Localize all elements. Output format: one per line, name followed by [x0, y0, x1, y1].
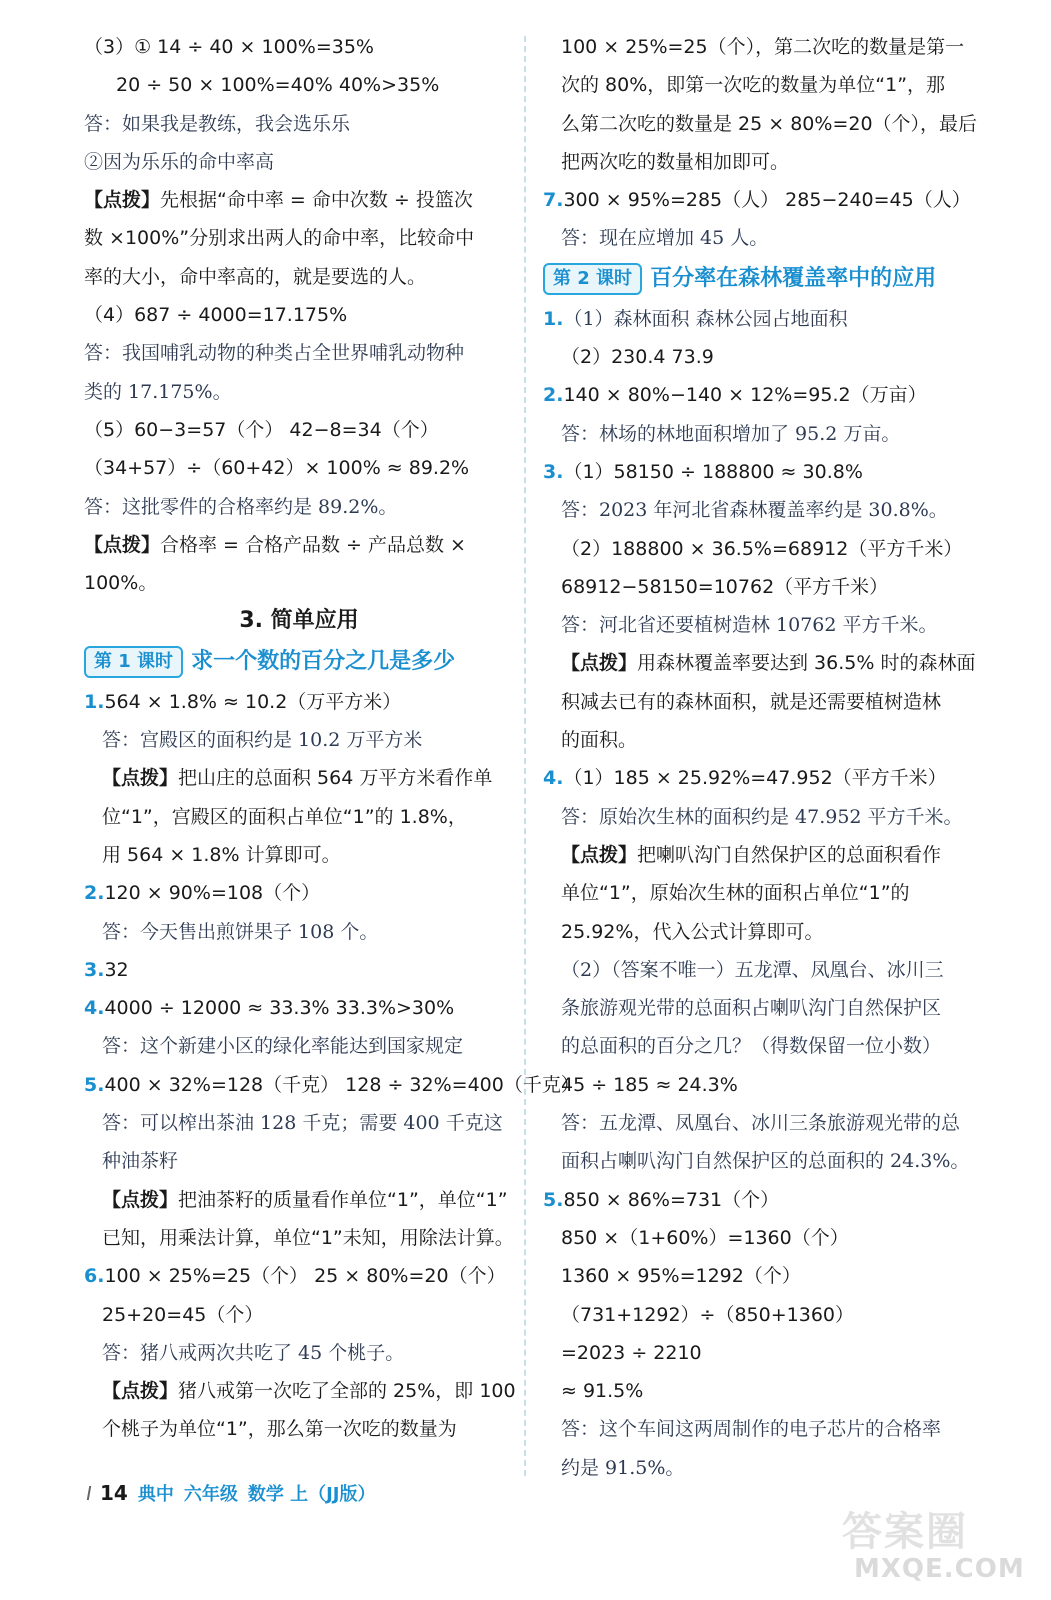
- lesson-tag: 第 2 课时: [543, 263, 642, 295]
- watermark-logo: 答案圈: [842, 1509, 968, 1555]
- question-number: 4.: [543, 767, 564, 790]
- text-line: （34+57）÷（60+42）× 100% ≈ 89.2%: [84, 457, 470, 480]
- answer-line: 答：我国哺乳动物的种类占全世界哺乳动物种: [84, 342, 465, 365]
- text-line: 850 ×（1+60%）=1360（个）: [561, 1226, 849, 1249]
- hint-line: [543, 836, 993, 874]
- question-text: 100 × 25%=25（个） 25 × 80%=20（个）: [104, 1265, 506, 1288]
- question-number: 1.: [543, 307, 564, 330]
- text-line: 68912−58150=10762（平方千米）: [561, 575, 889, 598]
- watermark: [842, 1500, 1025, 1590]
- hint-line: 用 564 × 1.8% 计算即可。: [102, 843, 341, 866]
- question-text: 300 × 95%=285（人） 285−240=45（人）: [563, 189, 971, 212]
- hint-text: 把喇叭沟门自然保护区的总面积看作: [637, 843, 942, 866]
- question-line: [84, 1257, 514, 1295]
- answer-line: 答：这个车间这两周制作的电子芯片的合格率: [561, 1418, 942, 1441]
- question-number: 6.: [84, 1265, 105, 1288]
- hint-line: 已知，用乘法计算，单位“1”未知，用除法计算。: [102, 1226, 514, 1249]
- answer-line: 答：河北省还要植树造林 10762 平方千米。: [561, 614, 938, 637]
- question-number: 3.: [543, 460, 564, 483]
- question-text: 120 × 90%=108（个）: [104, 882, 321, 905]
- question-line: [84, 1066, 580, 1104]
- lesson-header: [543, 258, 993, 300]
- question-number: 3.: [84, 958, 105, 981]
- question-text: 4000 ÷ 12000 ≈ 33.3% 33.3%>30%: [104, 997, 455, 1020]
- hint-line: [84, 1372, 514, 1410]
- section-title: 3. 简单应用: [239, 608, 359, 634]
- answer-line: （2）（答案不唯一）五龙潭、凤凰台、冰川三: [561, 958, 944, 981]
- right-column: [543, 28, 993, 1487]
- text-line: （731+1292）÷（850+1360）: [561, 1303, 854, 1326]
- page-footer: [78, 1478, 376, 1508]
- question-line: [543, 759, 993, 797]
- question-text: 140 × 80%−140 × 12%=95.2（万亩）: [563, 384, 927, 407]
- question-number: 2.: [543, 384, 564, 407]
- hint-line: 次的 80%，即第一次吃的数量为单位“1”，那: [561, 74, 946, 97]
- hint-line: 位“1”，宫殿区的面积占单位“1”的 1.8%，: [102, 805, 467, 828]
- hint-text: 把油茶籽的质量看作单位“1”，单位“1”: [178, 1188, 508, 1211]
- text-line: （2）188800 × 36.5%=68912（平方千米）: [561, 537, 963, 560]
- hint-label: 【点拨】: [84, 533, 161, 556]
- text-line: 20 ÷ 50 × 100%=40% 40%>35%: [116, 74, 440, 97]
- answer-line: 答：今天售出煎饼果子 108 个。: [102, 920, 379, 943]
- answer-line: 面积占喇叭沟门自然保护区的总面积的 24.3%。: [561, 1150, 970, 1173]
- answer-line: 约是 91.5%。: [561, 1456, 685, 1479]
- grade-label: 六年级: [183, 1484, 238, 1505]
- question-text: （1）58150 ÷ 188800 ≈ 30.8%: [563, 460, 863, 483]
- hint-line: 100 × 25%=25（个），第二次吃的数量是第一: [561, 36, 965, 58]
- question-text: （1）185 × 25.92%=47.952（平方千米）: [563, 767, 947, 790]
- answer-line: 答：猪八戒两次共吃了 45 个桃子。: [102, 1341, 405, 1364]
- hint-text: 先根据“命中率 = 命中次数 ÷ 投篮次: [160, 189, 473, 212]
- hint-line: 积减去已有的森林面积，就是还需要植树造林: [561, 690, 942, 713]
- question-text: 400 × 32%=128（千克） 128 ÷ 32%=400（千克）: [104, 1073, 580, 1096]
- answer-line: 答：这个新建小区的绿化率能达到国家规定: [102, 1035, 464, 1058]
- hint-text: 合格率 = 合格产品数 ÷ 产品总数 ×: [160, 533, 466, 556]
- hint-line: [84, 1181, 514, 1219]
- text-line: （3）① 14 ÷ 40 × 100%=35%: [84, 36, 374, 58]
- hint-line: 单位“1”，原始次生林的面积占单位“1”的: [561, 882, 910, 905]
- text-line: （2）230.4 73.9: [561, 346, 714, 369]
- question-line: [543, 376, 993, 414]
- hint-line: 么第二次吃的数量是 25 × 80%=20（个），最后: [561, 112, 978, 135]
- question-text: （1）森林面积 森林公园占地面积: [563, 307, 848, 330]
- hint-label: 【点拨】: [84, 189, 161, 212]
- text-line: 1360 × 95%=1292（个）: [561, 1265, 801, 1288]
- answer-line: 条旅游观光带的总面积占喇叭沟门自然保护区: [561, 997, 942, 1020]
- column-divider: [524, 36, 526, 1476]
- hint-label: 【点拨】: [102, 1188, 179, 1211]
- hint-line: 25.92%，代入公式计算即可。: [561, 920, 824, 943]
- answer-line: 答：林场的林地面积增加了 95.2 万亩。: [561, 422, 901, 445]
- watermark-url: MXQE.COM: [854, 1554, 1025, 1584]
- hint-label: 【点拨】: [561, 652, 638, 675]
- hint-line: 把两次吃的数量相加即可。: [561, 150, 790, 173]
- text-line: 25+20=45（个）: [102, 1303, 264, 1326]
- answer-line: 答：如果我是教练，我会选乐乐: [84, 112, 351, 135]
- hint-line: [84, 759, 514, 797]
- page-number: 14: [100, 1481, 128, 1505]
- question-number: 4.: [84, 997, 105, 1020]
- left-column: [84, 28, 580, 1449]
- question-line: [543, 1181, 993, 1219]
- hint-line: 个桃子为单位“1”，那么第一次吃的数量为: [102, 1418, 457, 1441]
- lesson-title: 求一个数的百分之几是多少: [191, 648, 456, 674]
- answer-line: ②因为乐乐的命中率高: [84, 150, 275, 173]
- hint-line: 率的大小，命中率高的，就是要选的人。: [84, 265, 427, 288]
- question-line: [84, 683, 514, 721]
- answer-line: 答：原始次生林的面积约是 47.952 平方千米。: [561, 805, 963, 828]
- hint-label: 【点拨】: [561, 843, 638, 866]
- hint-line: 100%。: [84, 572, 158, 595]
- question-line: [84, 874, 514, 912]
- question-line: [84, 951, 514, 989]
- answer-line: 答：现在应增加 45 人。: [561, 227, 769, 250]
- lesson-tag: 第 1 课时: [84, 646, 183, 678]
- question-number: 5.: [84, 1073, 105, 1096]
- hint-line: [84, 181, 514, 219]
- answer-line: 的总面积的百分之几？（得数保留一位小数）: [561, 1035, 942, 1058]
- answer-line: 答：宫殿区的面积约是 10.2 万平方米: [102, 729, 423, 752]
- hint-line: [84, 526, 514, 564]
- lesson-title: 百分率在森林覆盖率中的应用: [650, 265, 937, 291]
- question-line: [543, 181, 993, 219]
- question-number: 7.: [543, 189, 564, 212]
- hint-text: 把山庄的总面积 564 万平方米看作单: [178, 767, 493, 790]
- hint-label: 【点拨】: [102, 767, 179, 790]
- lesson-header: [84, 641, 514, 683]
- question-text: 850 × 86%=731（个）: [563, 1188, 780, 1211]
- brand-logo: 典中: [137, 1484, 174, 1505]
- question-text: 564 × 1.8% ≈ 10.2（万平方米）: [104, 690, 402, 713]
- question-number: 1.: [84, 690, 105, 713]
- answer-line: 类的 17.175%。: [84, 380, 232, 403]
- text-line: =2023 ÷ 2210: [561, 1341, 702, 1364]
- text-line: 45 ÷ 185 ≈ 24.3%: [561, 1073, 738, 1096]
- hint-text: 用森林覆盖率要达到 36.5% 时的森林面: [637, 652, 976, 675]
- question-line: [84, 989, 514, 1027]
- answer-line: 答：五龙潭、凤凰台、冰川三条旅游观光带的总: [561, 1112, 961, 1135]
- question-number: 2.: [84, 882, 105, 905]
- check-mark-icon: [77, 1486, 91, 1500]
- answer-line: 答：可以榨出茶油 128 千克；需要 400 千克这: [102, 1112, 503, 1135]
- question-text: 32: [104, 958, 129, 981]
- hint-line: 的面积。: [561, 729, 638, 752]
- hint-text: 猪八戒第一次吃了全部的 25%，即 100: [178, 1380, 516, 1403]
- answer-line: 答：2023 年河北省森林覆盖率约是 30.8%。: [561, 499, 948, 522]
- text-line: （4）687 ÷ 4000=17.175%: [84, 304, 348, 327]
- hint-line: [543, 644, 993, 682]
- answer-line: 种油茶籽: [102, 1150, 179, 1173]
- question-line: [543, 453, 993, 491]
- hint-line: 数 ×100%”分别求出两人的命中率，比较命中: [84, 227, 475, 250]
- text-line: ≈ 91.5%: [561, 1380, 644, 1403]
- answer-line: 答：这批零件的合格率约是 89.2%。: [84, 495, 398, 518]
- text-line: （5）60−3=57（个） 42−8=34（个）: [84, 418, 439, 441]
- hint-label: 【点拨】: [102, 1380, 179, 1403]
- question-number: 5.: [543, 1188, 564, 1211]
- subject-label: 数学 上（JJ版）: [247, 1484, 376, 1505]
- question-line: [543, 300, 993, 338]
